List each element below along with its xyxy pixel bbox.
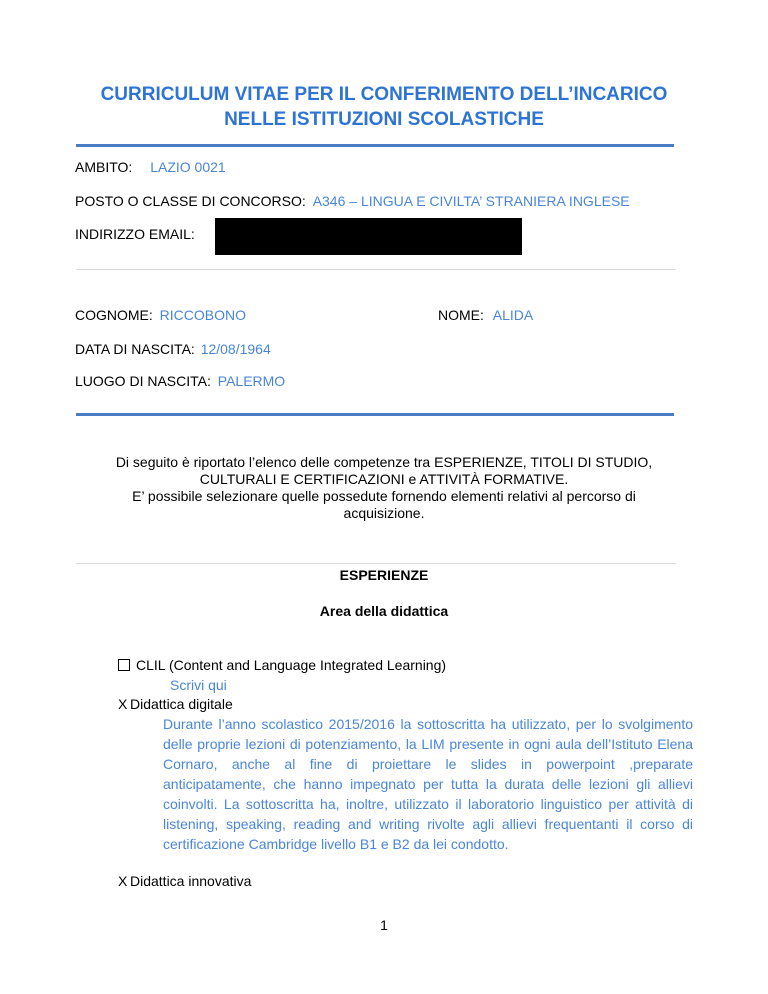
title-line-2: NELLE ISTITUZIONI SCOLASTICHE xyxy=(224,109,544,130)
luogo-nascita-label: LUOGO DI NASCITA: xyxy=(75,373,211,389)
ambito-row xyxy=(75,158,226,176)
intro-line-4: acquisizione. xyxy=(343,505,425,521)
section-subheading: Area della didattica xyxy=(319,603,449,619)
title-line-1: CURRICULUM VITAE PER IL CONFERIMENTO DELL’INCARICO xyxy=(100,84,668,105)
cognome-label: COGNOME: xyxy=(75,307,153,323)
checklist-item-didattica-innovativa[interactable] xyxy=(118,872,251,890)
checklist-item-didattica-digitale[interactable] xyxy=(118,695,233,713)
nome-label: NOME: xyxy=(438,307,484,323)
cognome-value: RICCOBONO xyxy=(159,307,247,323)
intro-line-3: E’ possibile selezionare quelle possedute fornendo elementi relativi al percorso di xyxy=(132,488,636,504)
check-mark-icon[interactable]: X xyxy=(118,873,128,889)
page-number: 1 xyxy=(380,917,388,933)
ambito-label: AMBITO: xyxy=(75,159,133,175)
data-nascita-label: DATA DI NASCITA: xyxy=(75,341,195,357)
section-heading: ESPERIENZE xyxy=(339,567,429,583)
intro-line-2: CULTURALI E CERTIFICAZIONI e ATTIVITÀ FORMATIVE. xyxy=(199,471,569,487)
data-nascita-value: 12/08/1964 xyxy=(200,341,271,357)
posto-value: A346 – LINGUA E CIVILTA’ STRANIERA INGLESE xyxy=(312,193,630,209)
check-mark-icon[interactable]: X xyxy=(118,696,128,712)
section-separator xyxy=(76,563,676,564)
checklist-item-clil[interactable] xyxy=(118,656,446,674)
luogo-nascita-row xyxy=(75,372,285,390)
email-row xyxy=(75,225,195,243)
person-divider xyxy=(76,413,674,416)
email-redaction xyxy=(215,218,522,255)
posto-label: POSTO O CLASSE DI CONCORSO: xyxy=(75,193,306,209)
item-label: Didattica innovativa xyxy=(130,873,252,889)
nome-row xyxy=(438,306,533,324)
cognome-row xyxy=(75,306,246,324)
intro-paragraph xyxy=(80,454,688,522)
nome-value: ALIDA xyxy=(492,307,534,323)
intro-line-1: Di seguito è riportato l’elenco delle competenze tra ESPERIENZE, TITOLI DI STUDIO, xyxy=(115,454,653,470)
ambito-value: LAZIO 0021 xyxy=(150,159,226,175)
checkbox-icon[interactable] xyxy=(118,659,130,671)
document-title xyxy=(0,82,768,132)
header-separator xyxy=(76,269,676,270)
data-nascita-row xyxy=(75,340,271,358)
item-label: Didattica digitale xyxy=(130,696,233,712)
title-divider xyxy=(76,144,674,147)
item-description[interactable]: Scrivi qui xyxy=(170,677,227,693)
item-label: CLIL (Content and Language Integrated Learning) xyxy=(136,657,447,673)
email-label: INDIRIZZO EMAIL: xyxy=(75,226,195,242)
posto-row xyxy=(75,192,630,210)
luogo-nascita-value: PALERMO xyxy=(217,373,286,389)
item-description[interactable]: Durante l’anno scolastico 2015/2016 la sottoscritta ha utilizzato, per lo svolgimento delle proprie lezioni di potenziamento, la LIM presente in ogni aula dell’Istituto Elena Cornaro, anche al fine di proiettare le slides in powerpoint ,preparate anticipatamente, che hanno impegnato per tutta la durata delle lezioni gli allievi coinvolti. La sottoscritta ha, inoltre, utilizzato il laboratorio linguistico per attività di listening, speaking, reading and writing rivolte agli allievi frequentanti il corso di certificazione Cambridge livello B1 e B2 da lei condotto. xyxy=(163,716,693,852)
